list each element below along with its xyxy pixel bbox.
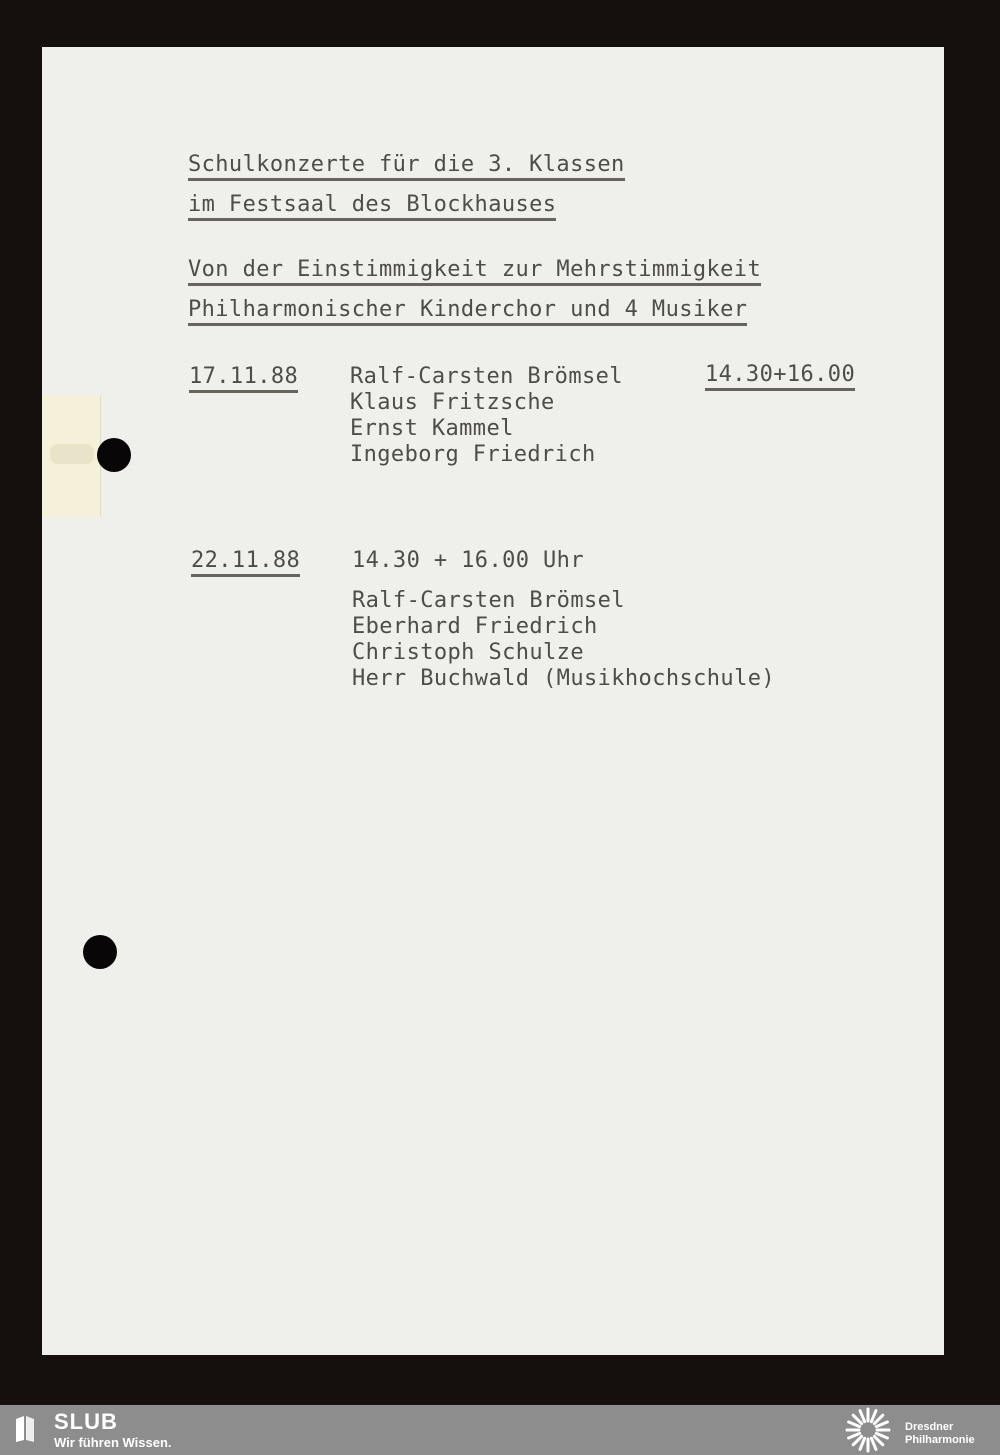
program-performers: Philharmonischer Kinderchor und 4 Musiker xyxy=(188,297,747,323)
musician-name: Klaus Fritzsche xyxy=(350,390,555,415)
program-title: Von der Einstimmigkeit zur Mehrstimmigkeit xyxy=(188,257,761,283)
musician-name: Herr Buchwald (Musikhochschule) xyxy=(352,666,775,691)
slub-tagline: Wir führen Wissen. xyxy=(54,1435,172,1450)
philharmonie-brand-line-2: Philharmonie xyxy=(905,1434,975,1446)
entry-1-date: 17.11.88 xyxy=(189,364,298,390)
entry-1-time: 14.30+16.00 xyxy=(705,362,855,388)
heading-line-2: im Festsaal des Blockhauses xyxy=(188,192,556,218)
philharmonie-sunburst-icon xyxy=(840,1407,896,1453)
entry-2-time: 14.30 + 16.00 Uhr xyxy=(352,548,584,573)
entry-1-musicians xyxy=(350,364,623,468)
heading-line-1: Schulkonzerte für die 3. Klassen xyxy=(188,152,625,178)
entry-2-musicians xyxy=(352,588,775,692)
musician-name: Ingeborg Friedrich xyxy=(350,442,596,467)
punch-hole-bottom xyxy=(83,935,117,969)
philharmonie-brand[interactable] xyxy=(905,1421,997,1447)
slub-brand[interactable]: SLUB xyxy=(54,1409,118,1434)
musician-name: Ernst Kammel xyxy=(350,416,514,441)
punch-hole-top xyxy=(97,438,131,472)
tape-stain xyxy=(50,444,94,464)
musician-name: Christoph Schulze xyxy=(352,640,584,665)
philharmonie-brand-line-1: Dresdner xyxy=(905,1421,954,1433)
musician-name: Ralf-Carsten Brömsel xyxy=(352,588,625,613)
musician-name: Eberhard Friedrich xyxy=(352,614,598,639)
musician-name: Ralf-Carsten Brömsel xyxy=(350,364,623,389)
footer-bar xyxy=(0,1405,1000,1455)
slub-book-icon xyxy=(14,1415,36,1443)
document-page xyxy=(42,47,944,1355)
entry-2-date: 22.11.88 xyxy=(191,548,300,574)
